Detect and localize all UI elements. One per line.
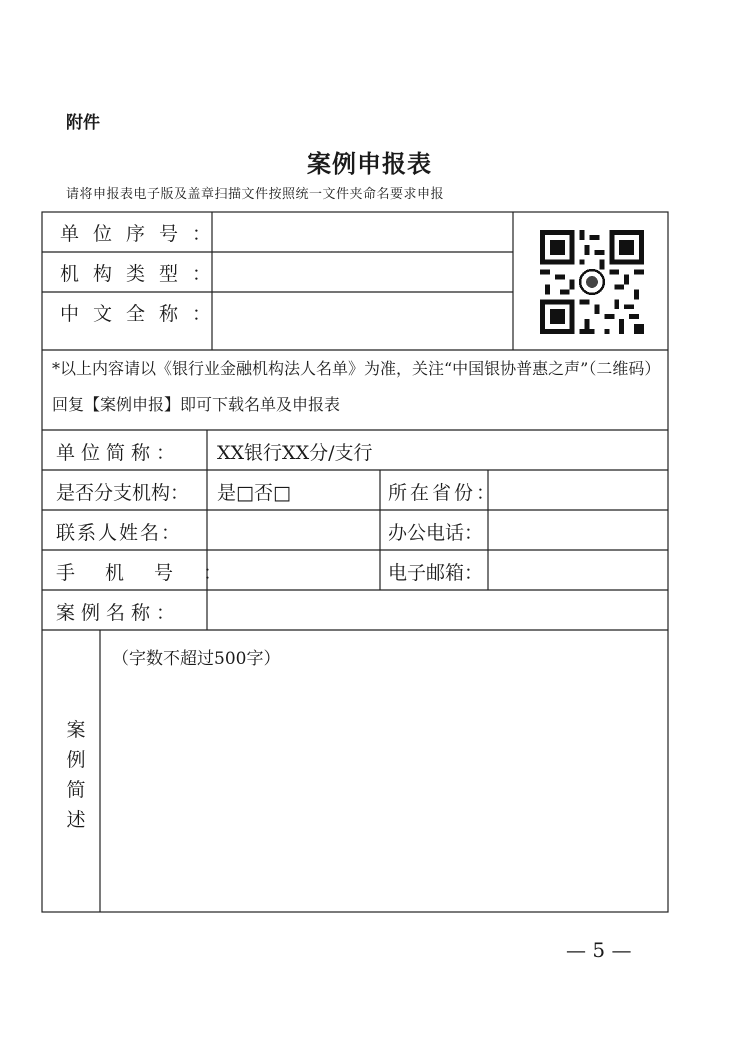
- attachment-label: 附件: [66, 113, 100, 133]
- form-title: 案例申报表: [307, 149, 432, 178]
- instruction-text: 请将申报表电子版及盖章扫描文件按照统一文件夹命名要求申报: [66, 187, 445, 202]
- label-unit-seq: 单位序号：: [60, 223, 226, 245]
- label-office-phone: 办公电话：: [388, 522, 484, 544]
- value-is-branch: 是□否□: [217, 482, 291, 504]
- value-short-name: XX银行XX分/支行: [217, 442, 373, 464]
- label-mobile: 手机号：: [56, 562, 253, 584]
- label-province: 所在省份：: [388, 482, 499, 504]
- label-case-name: 案例名称：: [56, 602, 182, 624]
- label-is-branch: 是否分支机构：: [56, 482, 190, 504]
- summary-hint: （字数不超过500字）: [112, 649, 281, 669]
- label-inst-type: 机构类型：: [60, 263, 226, 285]
- page-number: — 5 —: [566, 938, 632, 962]
- label-case-summary: 案例简述: [66, 719, 86, 831]
- label-email: 电子邮箱：: [388, 562, 484, 584]
- label-short-name: 单位简称：: [56, 442, 182, 464]
- label-contact: 联系人姓名：: [56, 522, 183, 544]
- label-full-name: 中文全称：: [60, 303, 226, 325]
- disclaimer-text: *以上内容请以《银行业金融机构法人名单》为准，关注“中国银协普惠之声”（二维码）回复【案例申报】即可下载名单及申报表: [52, 359, 661, 414]
- qr-code-icon: [540, 230, 644, 334]
